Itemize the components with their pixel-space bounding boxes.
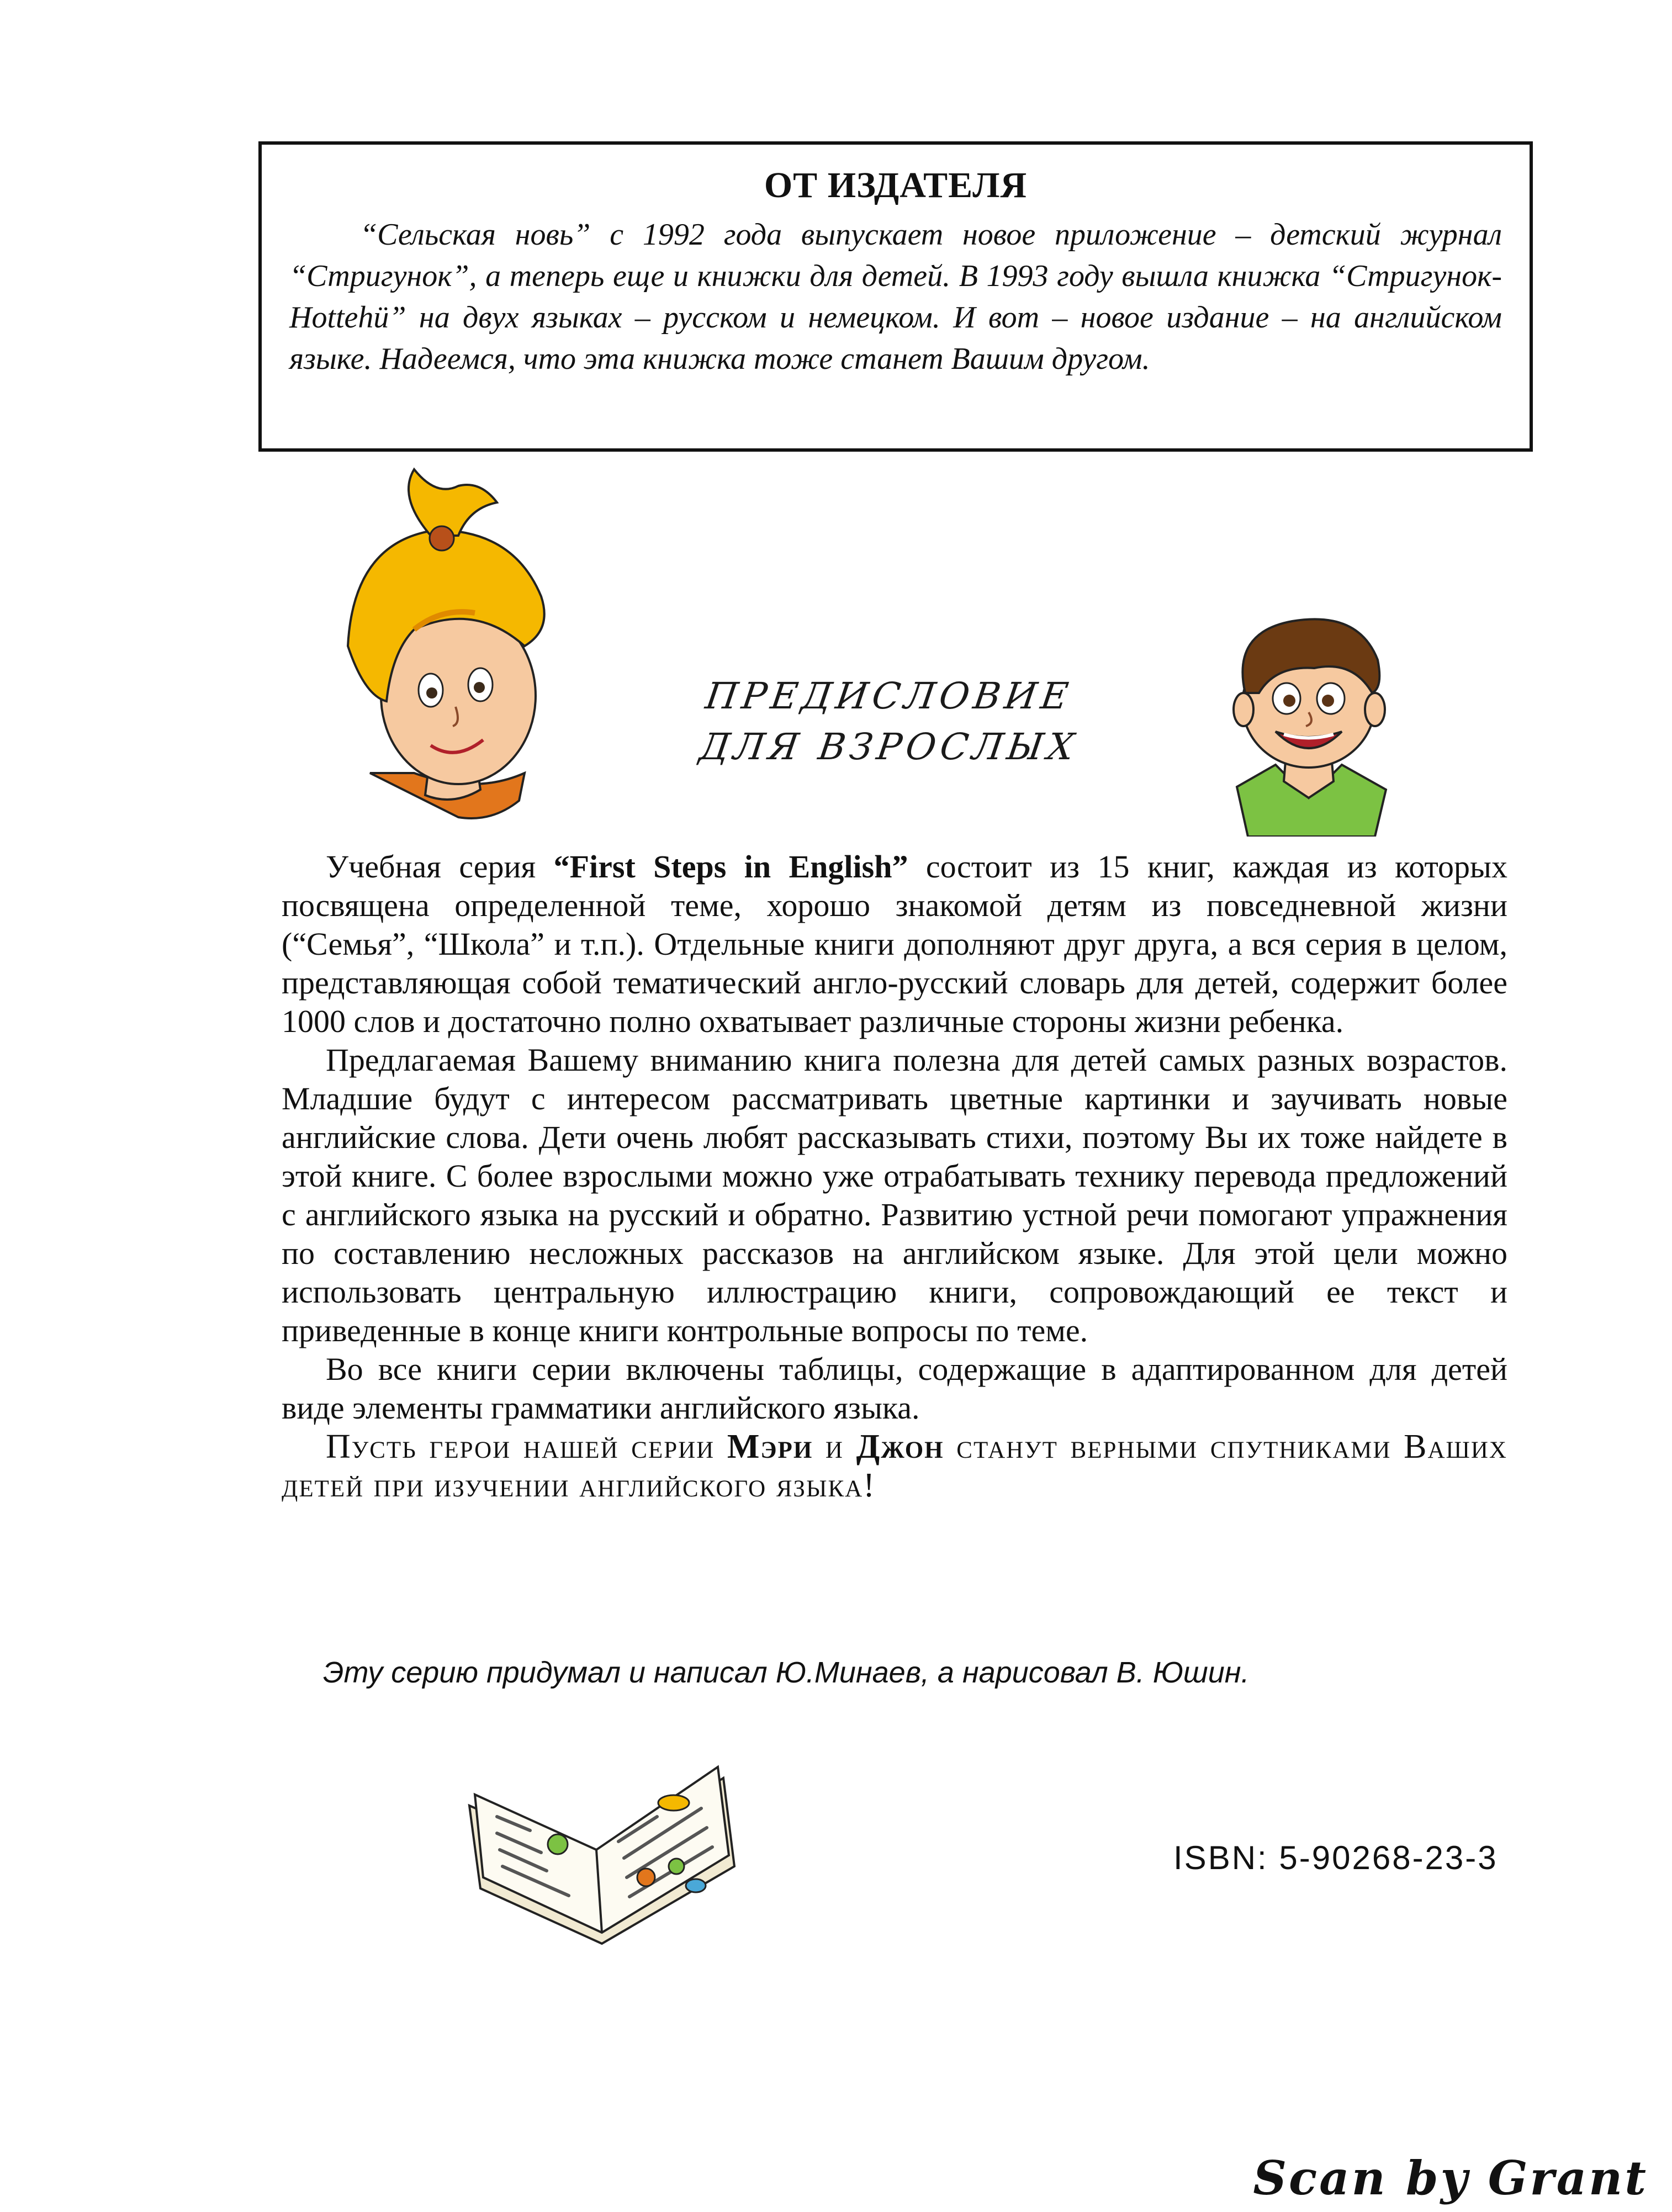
hero-john: Джон xyxy=(856,1428,944,1465)
paragraph-series-rest: состоит из 15 книг, каждая из которых посвящена определенной теме, хорошо знакомой детям из повседневной жизни (“Семья”, “Школа” и т.п.). Отдельные книги дополняют друг друга, а вся серия в целом, представляющая собой тематический англо-русский словарь для детей, содержит более 1000 слов и достаточно полно охватывает различные стороны жизни ребенка. xyxy=(282,849,1508,1039)
paragraph-grammar: Во все книги серии включены таблицы, содержащие в адаптированном для детей виде элементы грамматики английского языка. xyxy=(282,1351,1507,1426)
publisher-note-box xyxy=(258,141,1533,452)
credits-line: Эту серию придумал и написал Ю.Минаев, а нарисовал В. Юшин. xyxy=(323,1656,1250,1689)
preface-heading-line2: ДЛЯ ВЗРОСЛЫХ xyxy=(697,726,1081,768)
paragraph-ages: Предлагаемая Вашему вниманию книга полезна для детей самых разных возрастов. Младшие будут с интересом рассматривать цветные картинки и заучивать новые английские слова. Дети очень любят рассказывать стихи, поэтому Вы их тоже найдете в этой книге. С более взрослыми можно уже отрабатывать технику перевода предложений с английского языка на русский и обратно. Развитию устной речи помогают упражнения по составлению несложных рассказов на английском языке. Для этой цели можно использовать центральную иллюстрацию книги, сопровождающий ее текст и приведенные в конце книги контрольные вопросы по теме. xyxy=(282,1042,1507,1348)
preface-heading xyxy=(652,671,1126,772)
heroes-text-b: и xyxy=(813,1428,856,1465)
mary-illustration xyxy=(331,464,563,839)
paragraph-series xyxy=(282,848,1507,1041)
paragraph-heroes xyxy=(282,1427,1507,1505)
publisher-note-text: “Сельская новь” с 1992 года выпускает новое приложение – детский журнал “Стригунок”, а теперь еще и книжки для детей. В 1993 году вышла книжка “Стригунок-Hottehü” на двух языках – русском и немецком. И вот – новое издание – на английском языке. Надеемся, что эта книжка тоже станет Вашим другом. xyxy=(289,218,1502,376)
preface-heading-line1: ПРЕДИСЛОВИЕ xyxy=(703,675,1076,717)
open-book-illustration xyxy=(458,1739,745,1949)
john-illustration xyxy=(1193,599,1425,837)
heroes-text-c: станут верными спутниками Ваших детей при изучении английского языка! xyxy=(282,1428,1507,1504)
scan-credit: Scan by Grant xyxy=(1253,2151,1648,2205)
paragraph-series-start: Учебная серия xyxy=(326,849,554,885)
hero-mary: Мэри xyxy=(727,1428,813,1465)
isbn: ISBN: 5-90268-23-3 xyxy=(1173,1839,1498,1876)
preface-body xyxy=(282,848,1507,1505)
heroes-text-a: Пусть герои нашей серии xyxy=(326,1428,727,1465)
series-name: “First Steps in English” xyxy=(553,849,908,885)
publisher-note-title: ОТ ИЗДАТЕЛЯ xyxy=(764,165,1028,205)
